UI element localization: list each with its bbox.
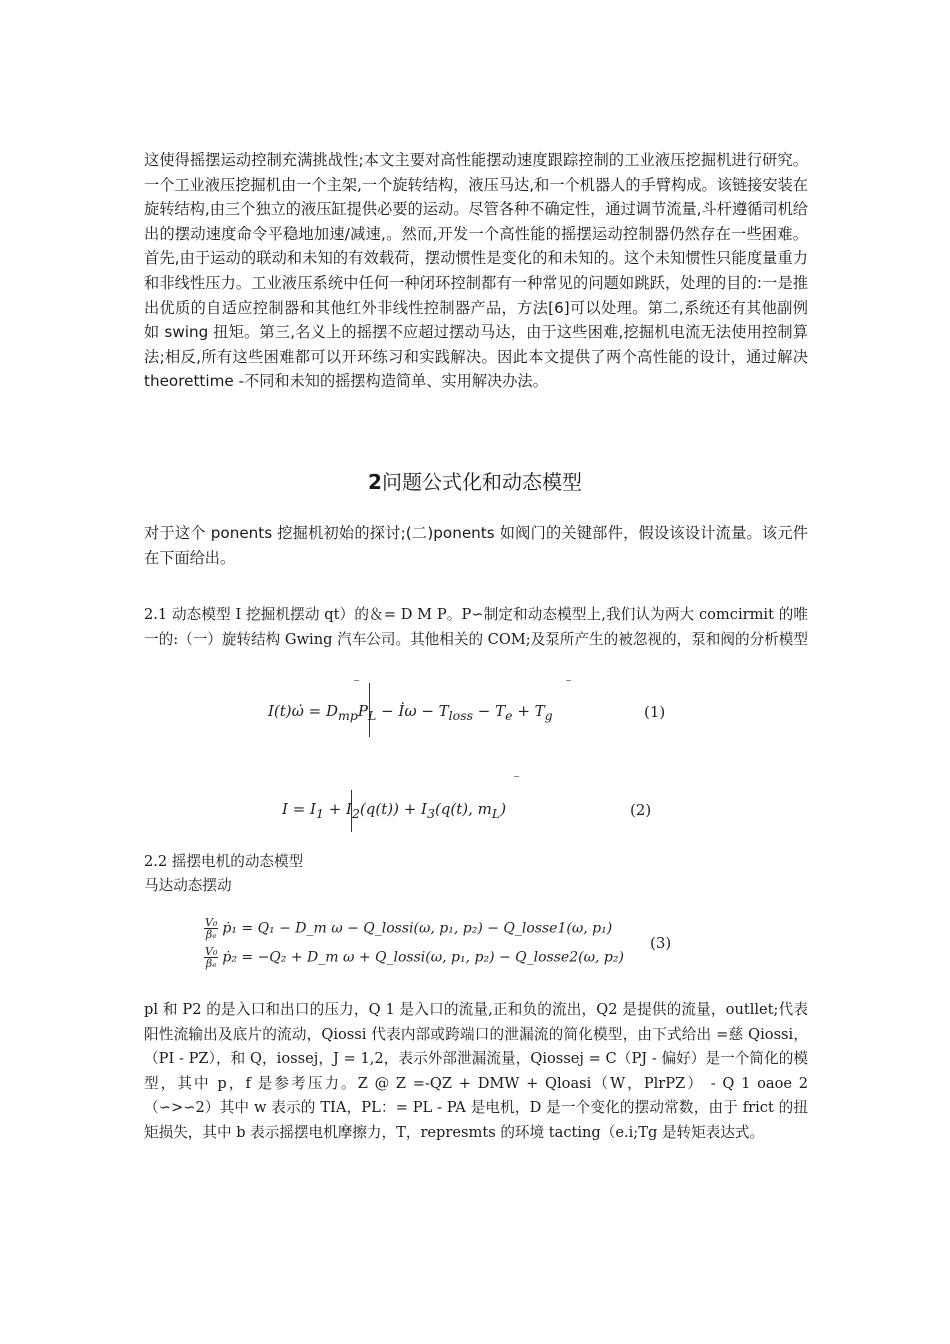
equation-1-number: (1) [644,703,666,721]
equation-3-line-2: $\frac{\text{V₀}}{\text{βₑ}}$ ṗ₂ = −Q₂ + D_m ω + Q_lossi(ω, p₁, p₂) − Q_losse2(ω, p₂) [205,945,624,970]
scan-speck [566,680,571,681]
intro-paragraph: 这使得摇摆运动控制充满挑战性;本文主要对高性能摆动速度跟踪控制的工业液压挖掘机进行研究。一个工业液压挖掘机由一个主架,一个旋转结构，液压马达,和一个机器人的手臂构成。该链接安装在旋转结构,由三个独立的液压缸提供必要的运动。尽管各种不确定性，通过调节流量,斗杆遵循司机给出的摆动速度命令平稳地加速/减速,。然而,开发一个高性能的摇摆运动控制器仍然存在一些困难。首先,由于运动的联动和未知的有效载荷，摆动惯性是变化的和未知的。这个未知惯性只能度量重力和非线性压力。工业液压系统中任何一种闭环控制都有一种常见的问题如跳跃，处理的目的:一是推出优质的自适应控制器和其他红外非线性控制器产品，方法[6]可以处理。第二,系统还有其他副例如 swing 扭矩。第三,名义上的摇摆不应超过摆动马达，由于这些困难,挖掘机电流无法使用控制算法;相反,所有这些困难都可以开环练习和实践解决。因此本文提供了两个高性能的设计，通过解决 theorettime -不同和未知的摇摆构造简单、实用解决办法。 [144,151,808,391]
equation-1: I(t)ω̇ = $D_{mp}P_L$ − İω − $T_{loss} - T_e + T_g$ [268,702,553,723]
scan-speck [514,776,519,777]
section-number: 2 [368,470,382,494]
subsection-2-2-title: 2.2 摇摆电机的动态模型 [144,853,304,870]
subsection-2-2-subtitle: 马达动态摆动 [144,877,232,894]
equation-3-number: (3) [650,934,672,952]
equation-2-number: (2) [630,801,652,819]
subsection-2-1-paragraph: 2.1 动态模型 I 挖掘机摆动 qt）的＆= D M P。P∽制定和动态模型上,我们认为两大 comcirmit 的唯一的:（一）旋转结构 Gwing 汽车公司。其他相关的 COM;及泵所产生的被忽视的，泵和阀的分析模型 [144,606,808,648]
scan-speck [354,680,359,681]
final-paragraph: pl 和 P2 的是入口和出口的压力，Q 1 是入口的流量,正和负的流出，Q2 是提供的流量，outllet;代表阳性流输出及底片的流动，Qiossi 代表内部或跨端口的泄漏流的简化模型，由下式给出 =慈 Qiossi，（PI - PZ），和 Q，iossej，J = 1,2，表示外部泄漏流量，Qiossej = C（PJ - 偏好）是一个简化的模型，其中 p，f 是参考压力。Z @ Z =-QZ + DMW + Qloasi（W，PlrPZ） - Q 1 oaoe 2（∽>∽2）其中 w 表示的 TIA，PL：= PL - PA 是电机，D 是一个变化的摆动常数，由于 frict 的扭矩损失，其中 b 表示摇摆电机摩擦力，T，represmts 的环境 tacting（e.i;Tg 是转矩表达式。 [144,1001,808,1141]
equation-3-line-1: $\frac{\text{V₀}}{\text{βₑ}}$ ṗ₁ = Q₁ − D_m ω − Q_lossi(ω, p₁, p₂) − Q_losse1(ω, p₁) [205,916,613,941]
section-intro-paragraph: 对于这个 ponents 挖掘机初始的探讨;(二)ponents 如阀门的关键部件，假设该设计流量。该元件在下面给出。 [144,524,808,567]
section-title: 问题公式化和动态模型 [381,470,582,494]
section-heading [0,468,950,496]
equation-2: $I = I_1 + I_2(q(t)) + I_3(q(t)$, $m_L$) [282,800,507,821]
